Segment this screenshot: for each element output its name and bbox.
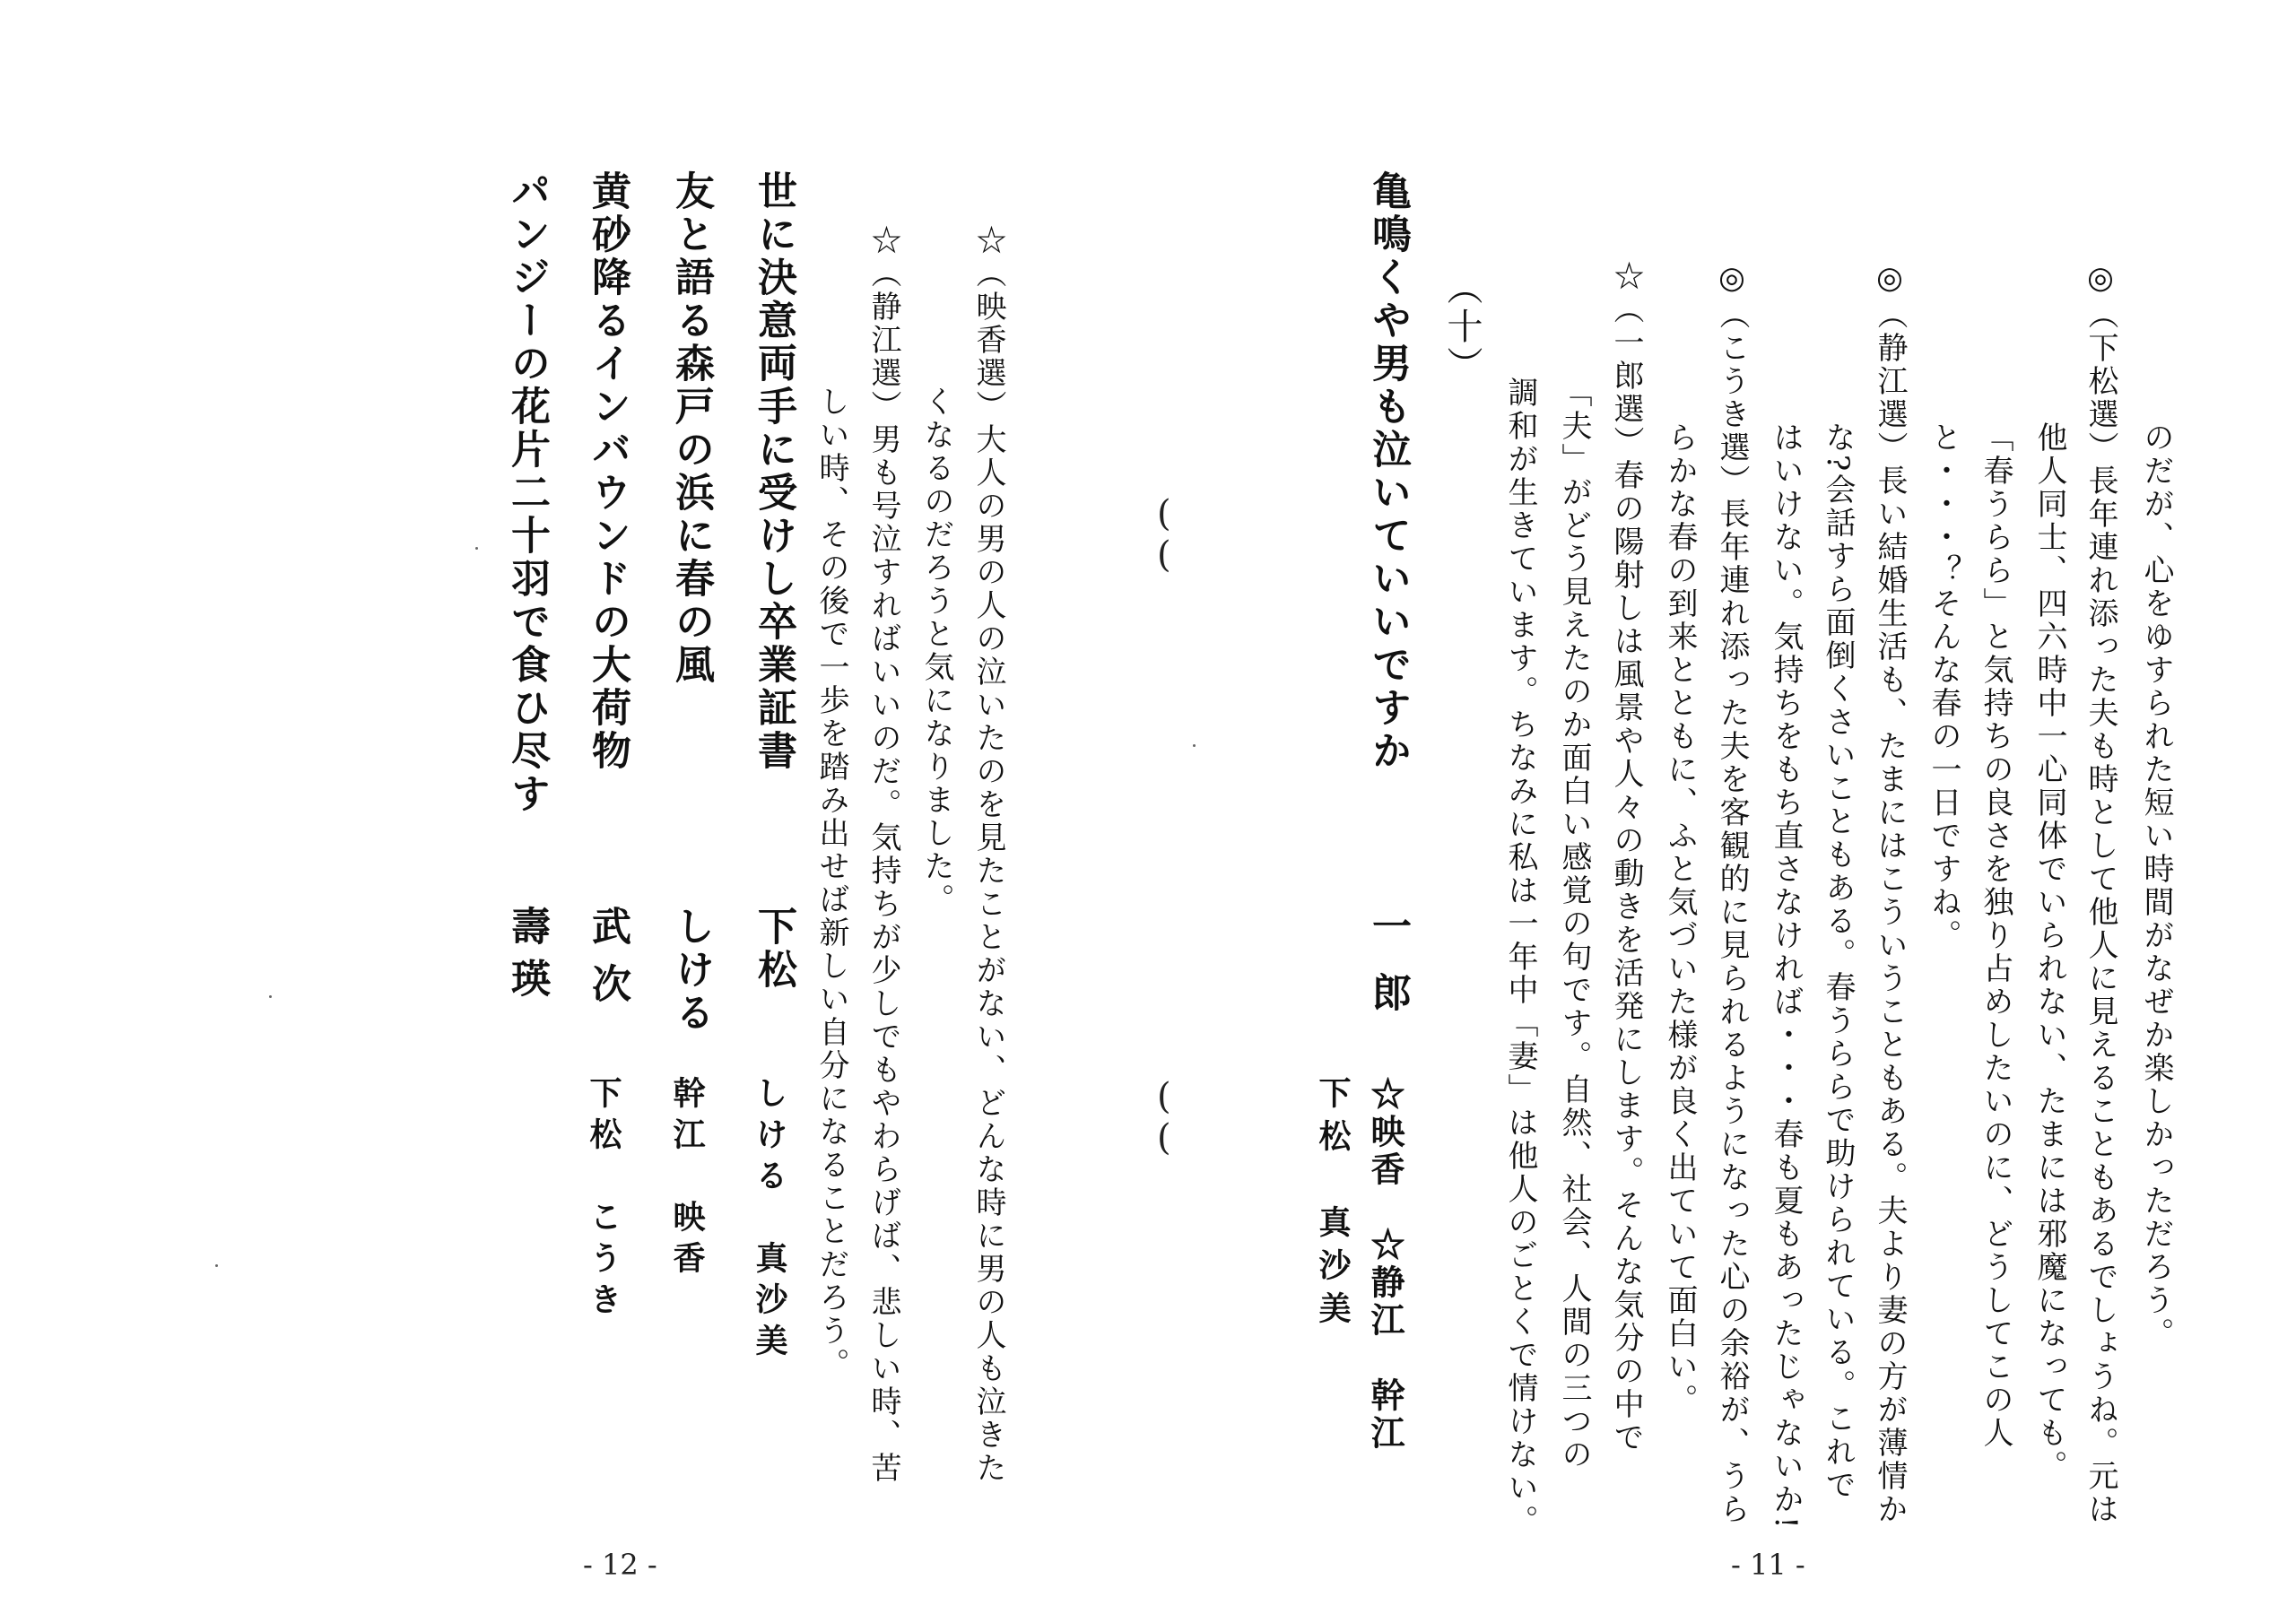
haiku-selectors-1: ☆映香 ☆静江 幹江	[1365, 1076, 1405, 1453]
haiku-author: 壽瑛	[504, 906, 550, 1010]
comment-line-4: しい時、その後で一歩を踏み出せば新しい自分になることだろう。	[813, 386, 849, 1381]
haiku-selectors: 幹江 映香	[668, 1076, 706, 1282]
page-11	[1148, 0, 2296, 1623]
haiku-selectors: しける 真沙美	[751, 1076, 788, 1365]
scan-speck	[269, 995, 272, 998]
haiku-author: 一郎	[1365, 906, 1411, 1038]
comment-line-1: ☆（映香選）大人の男の人の泣いたのを見たことがない、どんな時に男の人も泣きた	[970, 224, 1006, 1485]
section-number: （十）	[1441, 269, 1483, 385]
comment-line-9: ◎（こうき選）長年連れ添った夫を客観的に見られるようになった心の余裕が、うら	[1714, 260, 1750, 1526]
comment-line-3: 他人同士、四六時中一心同体でいられない、たまには邪魔になっても。	[2031, 421, 2067, 1483]
comment-line-1: のだが、心をゆすられた短い時間がなぜか楽しかっただろう。	[2138, 421, 2174, 1350]
haiku-author: しける	[668, 906, 714, 1035]
scan-speck	[215, 1264, 218, 1267]
haiku-text: 黄砂降るインバウンドの大荷物	[585, 170, 631, 773]
page-number: - 12 -	[583, 1548, 657, 1582]
comment-line-8: はいけない。気持ちをもち直さなければ・・・春も夏もあったじゃないか!	[1768, 421, 1804, 1532]
haiku-text: 世に決意両手に受けし卒業証書	[751, 170, 796, 773]
comment-line-5: と・・・？そんな春の一日ですね。	[1926, 421, 1961, 952]
bracket-mark: ( (	[1157, 1076, 1166, 1159]
comment-line-3: ☆（静江選）男も号泣すればいいのだ。気持ちが少しでもやわらげば、悲しい時、苦	[865, 224, 901, 1485]
haiku-selectors-2: 下松 真沙美	[1314, 1076, 1352, 1334]
comment-line-4: 「春うらら」と気持ちの良さを独り占めしたいのに、どうしてこの人	[1978, 421, 2013, 1450]
haiku-text: パンジーの花片二十羽で食ひ尽す	[504, 170, 550, 816]
scan-speck	[475, 547, 478, 550]
haiku-author: 下松	[751, 906, 796, 992]
haiku-title: 亀鳴くや男も泣いていいですか	[1365, 170, 1411, 773]
page-number: - 11 -	[1731, 1548, 1805, 1582]
bracket-mark: ( (	[1157, 493, 1166, 576]
comment-line-13: 調和が生きています。ちなみに私は一年中「妻」は他人のごとくで情けない。	[1502, 377, 1538, 1538]
haiku-author: 武次	[585, 906, 631, 1020]
comment-line-10: らかな春の到来とともに、ふと気づいた様が良く出ていて面白い。	[1662, 421, 1698, 1417]
comment-line-2: くなるのだろうと気になりました。	[918, 386, 954, 916]
comment-line-11: ☆（一郎選）春の陽射しは風景や人々の動きを活発にします。そんな気分の中で	[1608, 260, 1644, 1454]
comment-line-12: 「夫」がどう見えたのか面白い感覚の句です。自然、社会、人間の三つの	[1556, 377, 1592, 1471]
haiku-selectors: 下松 こうき	[585, 1076, 622, 1324]
comment-line-2: ◎（下松選）長年連れ添った夫も時として他人に見えることもあるでしょうね。元は	[2083, 260, 2118, 1526]
comment-line-6: ◎（静江選）長い結婚生活も、たまにはこういうこともある。夫より妻の方が薄情か	[1872, 260, 1908, 1526]
haiku-text: 友と語る森戸の浜に春の風	[668, 170, 714, 687]
scan-speck	[1193, 744, 1196, 747]
comment-line-7: な?会話すら面倒くさいこともある。春うららで助けられている。これで	[1820, 421, 1856, 1503]
